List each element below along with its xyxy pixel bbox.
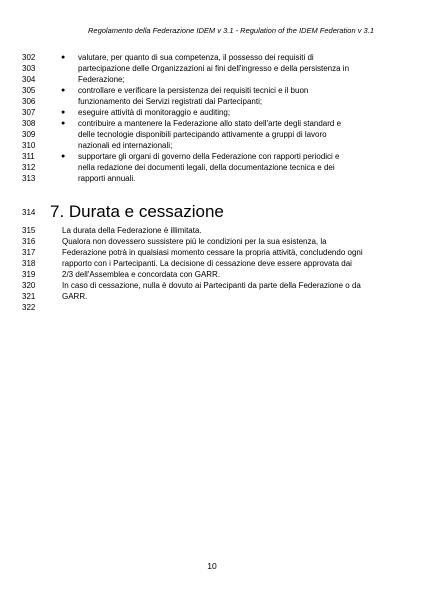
line-number: 304	[22, 75, 36, 84]
list-line	[0, 140, 424, 151]
line-number: 319	[22, 270, 36, 279]
line-number: 315	[22, 226, 36, 235]
list-text: controllare e verificare la persistenza dei requisiti tecnici e il buon	[78, 86, 309, 95]
body-text: Federazione potrà in qualsiasi momento cessare la propria attività, concludendo ogni	[62, 248, 363, 257]
list-text: Federazione;	[78, 75, 125, 84]
body-text: La durata della Federazione è illimitata.	[62, 226, 202, 235]
line-number: 313	[22, 174, 36, 183]
list-text: funzionamento dei Servizi registrati dai Partecipanti;	[78, 97, 263, 106]
list-line	[0, 162, 424, 173]
line-number: 322	[22, 303, 36, 312]
bullet-icon: ●	[61, 87, 66, 94]
line-number: 307	[22, 108, 36, 117]
line-number: 308	[22, 119, 36, 128]
body-text: 2/3 dell'Assemblea e concordata con GARR.	[62, 270, 221, 279]
body-line	[0, 236, 424, 247]
line-number: 318	[22, 259, 36, 268]
line-number: 305	[22, 86, 36, 95]
line-number: 317	[22, 248, 36, 257]
bullet-icon: ●	[61, 109, 66, 116]
list-text: rapporti annuali.	[78, 174, 136, 183]
section-title: 7. Durata e cessazione	[50, 202, 224, 221]
list-line	[0, 96, 424, 107]
line-number: 316	[22, 237, 36, 246]
list-line	[0, 52, 424, 63]
body-line	[0, 269, 424, 280]
list-line	[0, 151, 424, 162]
line-number: 311	[22, 152, 35, 161]
list-text: contribuire a mantenere la Federazione allo stato dell'arte degli standard e	[78, 119, 342, 128]
list-text: partecipazione delle Organizzazioni ai fini dell'ingresso e della persistenza in	[78, 64, 350, 73]
body-text: GARR.	[62, 292, 88, 301]
line-number: 320	[22, 281, 36, 290]
list-text: valutare, per quanto di sua competenza, il possesso dei requisiti di	[78, 53, 314, 62]
body-text: In caso di cessazione, nulla è dovuto ai Partecipanti da parte della Federazione o da	[62, 281, 361, 290]
list-line	[0, 118, 424, 129]
list-line	[0, 129, 424, 140]
list-text: eseguire attività di monitoraggio e auditing;	[78, 108, 231, 117]
bullet-icon: ●	[61, 120, 66, 127]
section-heading	[0, 200, 424, 224]
list-text: nazionali ed internazionali;	[78, 141, 173, 150]
bullet-icon: ●	[61, 153, 66, 160]
page-number: 10	[207, 561, 217, 571]
line-number: 302	[22, 53, 36, 62]
body-line	[0, 247, 424, 258]
line-number: 306	[22, 97, 36, 106]
list-line	[0, 173, 424, 184]
list-line	[0, 74, 424, 85]
body-text: rapporto con i Partecipanti. La decisione di cessazione deve essere approvata dai	[62, 259, 352, 268]
body-line	[0, 291, 424, 302]
line-number: 312	[22, 163, 36, 172]
body-line	[0, 225, 424, 236]
body-text: Qualora non dovessero sussistere più le condizioni per la sua esistenza, la	[62, 237, 327, 246]
list-text: nella redazione dei documenti legali, della documentazione tecnica e dei	[78, 163, 335, 172]
list-text: supportare gli organi di governo della Federazione con rapporti periodici e	[78, 152, 340, 161]
running-header: Regolamento della Federazione IDEM v 3.1 - Regulation of the IDEM Federation v 3.1	[88, 26, 374, 35]
list-line	[0, 85, 424, 96]
body-line	[0, 280, 424, 291]
list-line	[0, 63, 424, 74]
list-text: delle tecnologie disponibili partecipando attivamente a gruppi di lavoro	[78, 130, 327, 139]
line-number: 303	[22, 64, 36, 73]
list-line	[0, 107, 424, 118]
bullet-icon: ●	[61, 54, 66, 61]
body-line	[0, 258, 424, 269]
line-number: 310	[22, 141, 36, 150]
line-number: 309	[22, 130, 36, 139]
line-number: 321	[22, 292, 36, 301]
body-line	[0, 302, 424, 313]
line-number: 314	[22, 208, 36, 217]
